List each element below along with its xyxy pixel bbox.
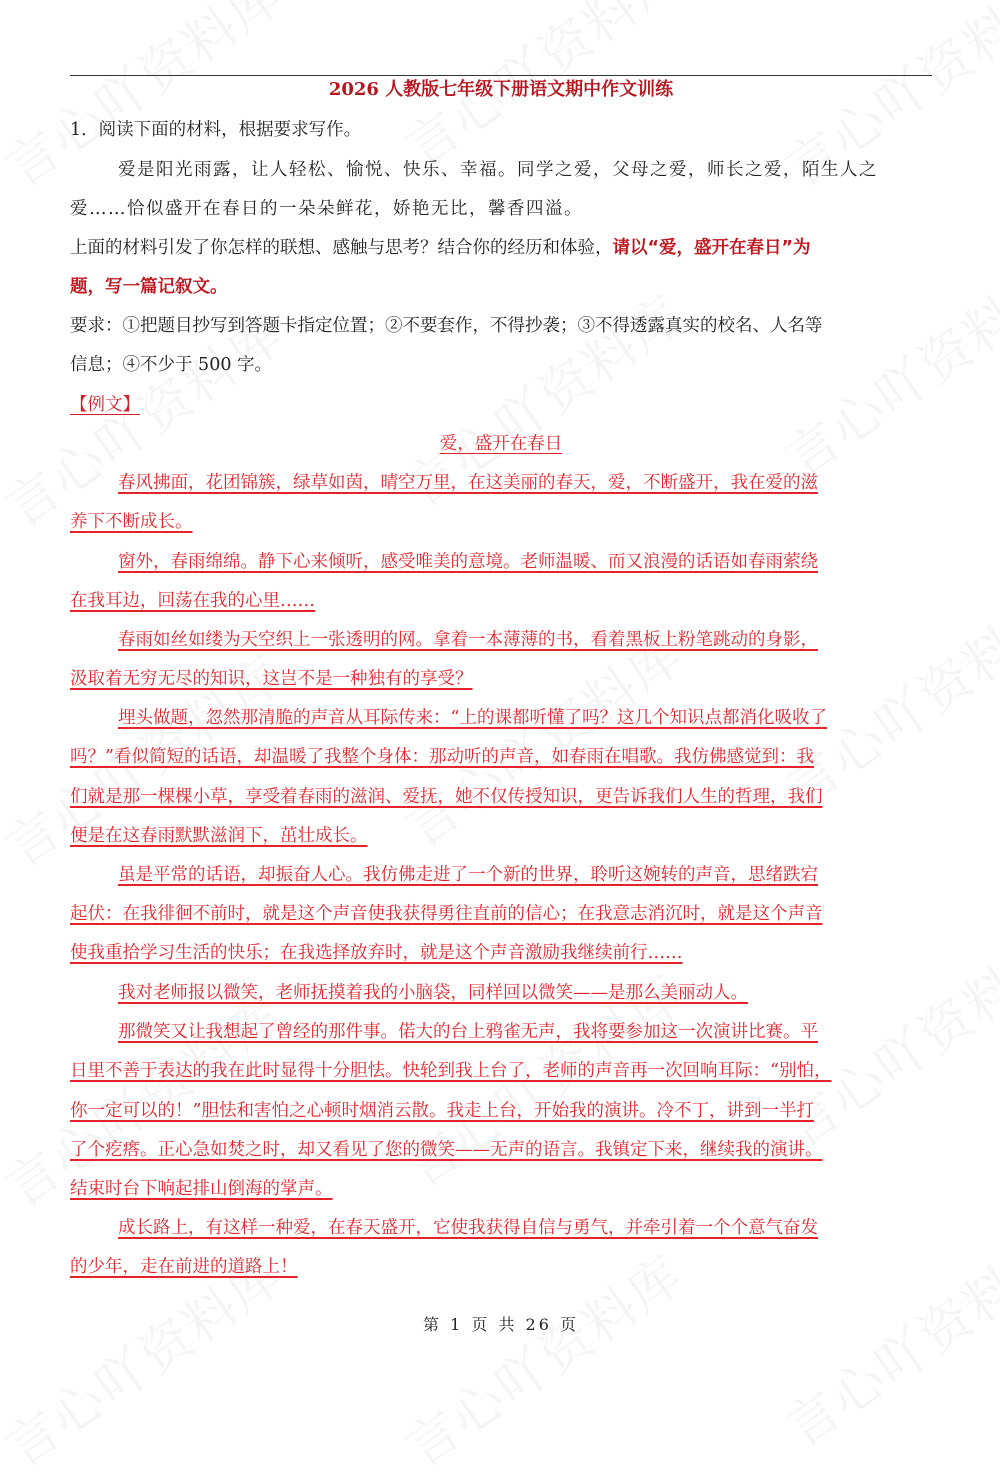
essay-line: 们就是那一棵棵小草，享受着春雨的滋润、爱抚，她不仅传授知识，更告诉我们人生的哲理，我们 (70, 787, 823, 807)
essay-line: 春雨如丝如缕为天空织上一张透明的网。拿着一本薄薄的书，看着黑板上粉笔跳动的身影， (118, 630, 818, 650)
watermark (388, 1234, 696, 1481)
instruction-line (70, 236, 811, 260)
instruction-highlight: 请以“爱，盛开在春日”为 (612, 238, 811, 258)
material-line: 爱是阳光雨露，让人轻松、愉悦、快乐、幸福。同学之爱，父母之爱，师长之爱，陌生人之 (118, 160, 878, 180)
page-footer: 第 1 页 共 26 页 (423, 1315, 579, 1334)
question-prompt: 1．阅读下面的材料，根据要求写作。 (70, 120, 362, 140)
essay-line: 成长路上，有这样一种爱，在春天盛开，它使我获得自信与勇气，并牵引着一个个意气奋发 (118, 1218, 818, 1238)
instruction-highlight: 题，写一篇记叙文。 (70, 277, 228, 297)
essay-line: 养下不断成长。 (70, 512, 193, 532)
watermark (768, 1214, 1000, 1461)
essay-line: 便是在这春雨默默滋润下，茁壮成长。 (70, 826, 368, 846)
essay-line: 虽是平常的话语，却振奋人心。我仿佛走进了一个新的世界，聆听这婉转的声音，思绪跌宕 (118, 865, 818, 885)
essay-line: 结束时台下响起排山倒海的掌声。 (70, 1179, 333, 1199)
essay-line: 那微笑又让我想起了曾经的那件事。偌大的台上鸦雀无声，我将要参加这一次演讲比赛。平 (118, 1022, 818, 1042)
essay-line: 的少年，走在前进的道路上！ (70, 1257, 298, 1277)
essay-line: 汲取着无穷无尽的知识，这岂不是一种独有的享受？ (70, 669, 473, 689)
material-line: 爱……恰似盛开在春日的一朵朵鲜花，娇艳无比，馨香四溢。 (70, 199, 583, 219)
essay-line: 使我重拾学习生活的快乐；在我选择放弃时，就是这个声音激励我继续前行…… (70, 943, 683, 963)
essay-line: 在我耳边，回荡在我的心里…… (70, 591, 315, 611)
essay-line: 窗外，春雨绵绵。静下心来倾听，感受唯美的意境。老师温暖、而又浪漫的话语如春雨萦绕 (118, 552, 818, 572)
essay-line: 吗？”看似简短的话语，却温暖了我整个身体：那动听的声音，如春雨在唱歌。我仿佛感觉到：我 (70, 747, 814, 767)
instruction-text: 上面的材料引发了你怎样的联想、感触与思考？结合你的经历和体验， (70, 238, 613, 258)
essay-line: 了个疙瘩。正心急如焚之时，却又看见了您的微笑——无声的语言。我镇定下来，继续我的演讲。 (70, 1140, 823, 1160)
document-title: 2026 人教版七年级下册语文期中作文训练 (328, 79, 674, 100)
essay-line: 我对老师报以微笑，老师抚摸着我的小脑袋，同样回以微笑——是那么美丽动人。 (118, 983, 748, 1003)
header-rule (70, 75, 932, 76)
essay-title (70, 432, 932, 456)
essay-line: 起伏：在我徘徊不前时，就是这个声音使我获得勇往直前的信心；在我意志消沉时，就是这个声音 (70, 904, 823, 924)
essay-line: 埋头做题，忽然那清脆的声音从耳际传来：“上的课都听懂了吗？这几个知识点都消化吸收了 (118, 708, 827, 728)
sample-tag: 【例文】 (70, 395, 140, 415)
essay-line: 日里不善于表达的我在此时显得十分胆怯。快轮到我上台了，老师的声音再一次回响耳际：“别怕， (70, 1061, 832, 1081)
essay-line: 你一定可以的！”胆怯和害怕之心顿时烟消云散。我走上台，开始我的演讲。冷不丁，讲到一半打 (70, 1101, 814, 1121)
essay-title-text: 爱，盛开在春日 (439, 434, 563, 454)
requirements-line: 信息；④不少于 500 字。 (70, 355, 273, 375)
essay-line: 春风拂面，花团锦簇，绿草如茵，晴空万里，在这美丽的春天，爱，不断盛开，我在爱的滋 (118, 473, 818, 493)
requirements-line: 要求：①把题目抄写到答题卡指定位置；②不要套作，不得抄袭；③不得透露真实的校名、人名等 (70, 316, 823, 336)
